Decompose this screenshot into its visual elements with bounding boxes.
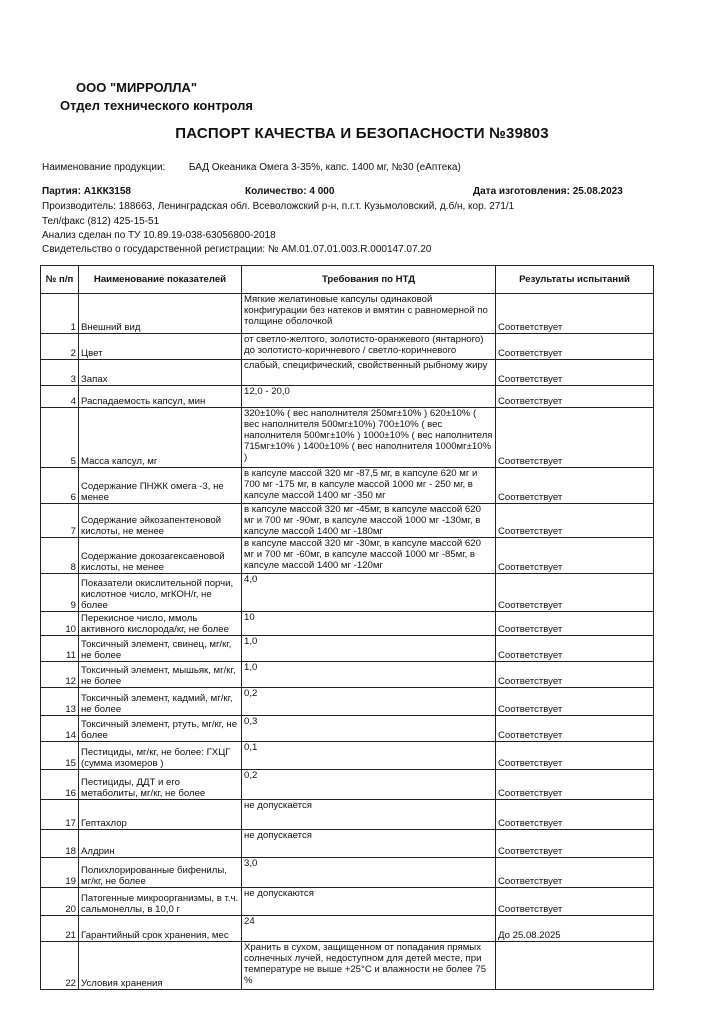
row-result: Соответствует [496,468,654,504]
row-requirement: от светло-желтого, золотисто-оранжевого (янтарного) до золотисто-коричневого / светло-коричневого [242,334,496,360]
row-indicator-name: Пестициды, ДДТ и его метаболиты, мг/кг, не более [79,770,242,800]
row-indicator-name: Содержание ПНЖК омега -3, не менее [79,468,242,504]
row-indicator-name: Содержание докозагексаеновой кислоты, не менее [79,538,242,574]
row-number: 20 [41,888,79,916]
certificate-line: Свидетельство о государственной регистрации: № АМ.01.07.01.003.R.000147.07.20 [42,244,432,255]
table-row [41,612,654,636]
row-result: Соответствует [496,830,654,858]
batch-value: А1КК3158 [83,186,131,197]
row-requirement: в капсуле массой 320 мг -30мг, в капсуле массой 620 мг и 700 мг -60мг, в капсуле массой 1000 мг -85мг, в капсуле массой 1400 мг -120мг [242,538,496,574]
row-number: 7 [41,504,79,538]
header-requirements: Требования по НТД [242,266,496,294]
row-result: Соответствует [496,888,654,916]
table-row [41,888,654,916]
row-requirement: 3,0 [242,858,496,888]
row-number: 11 [41,636,79,662]
table-row [41,408,654,468]
batch-line [42,186,131,197]
table-row [41,574,654,612]
table-row [41,294,654,334]
row-requirement: 10 [242,612,496,636]
row-number: 22 [41,942,79,990]
table-row [41,538,654,574]
row-requirement: 0,2 [242,688,496,716]
row-number: 17 [41,800,79,830]
manufacture-date-value: 25.08.2023 [572,186,623,197]
row-requirement: 24 [242,916,496,942]
row-result: Соответствует [496,612,654,636]
row-indicator-name: Показатели окислительной порчи, кислотное число, мгКОН/г, не более [79,574,242,612]
row-number: 14 [41,716,79,742]
table-header-row [41,266,654,294]
manufacture-date-label: Дата изготовления: [473,186,570,197]
row-indicator-name: Токсичный элемент, свинец, мг/кг, не более [79,636,242,662]
table-row [41,688,654,716]
product-value: БАД Океаника Омега 3-35%, капс. 1400 мг, №30 (еАптека) [188,162,461,173]
row-result: Соответствует [496,538,654,574]
row-requirement: 12,0 - 20,0 [242,386,496,408]
row-result: Соответствует [496,574,654,612]
row-indicator-name: Токсичный элемент, мышьяк, мг/кг, не более [79,662,242,688]
row-number: 18 [41,830,79,858]
row-number: 16 [41,770,79,800]
row-number: 1 [41,294,79,334]
row-result: Соответствует [496,716,654,742]
row-result: Соответствует [496,408,654,468]
row-result: Соответствует [496,662,654,688]
row-number: 21 [41,916,79,942]
row-result: Соответствует [496,504,654,538]
row-requirement: 0,3 [242,716,496,742]
row-result: Соответствует [496,360,654,386]
document-title: ПАСПОРТ КАЧЕСТВА И БЕЗОПАСНОСТИ №39803 [175,125,549,142]
row-indicator-name: Алдрин [79,830,242,858]
row-indicator-name: Условия хранения [79,942,242,990]
manufacturer-label: Производитель: [42,201,116,212]
table-row [41,386,654,408]
row-number: 15 [41,742,79,770]
row-indicator-name: Внешний вид [79,294,242,334]
row-indicator-name: Гептахлор [79,800,242,830]
row-indicator-name: Патогенные микроорганизмы, в т.ч. сальмонеллы, в 10,0 г [79,888,242,916]
organization-name: ООО "МИРРОЛЛА" [76,80,198,95]
row-requirement: не допускается [242,800,496,830]
row-indicator-name: Гарантийный срок хранения, мес [79,916,242,942]
quantity-line [245,186,334,197]
product-label: Наименование продукции: [42,162,166,173]
table-row [41,742,654,770]
row-result: Соответствует [496,688,654,716]
table-row [41,942,654,990]
row-result [496,942,654,990]
row-requirement: 0,2 [242,770,496,800]
table-row [41,334,654,360]
row-result: Соответствует [496,294,654,334]
table-row [41,504,654,538]
row-requirement: Мягкие желатиновые капсулы одинаковой конфигурации без натеков и вмятин с равномерной по толщине оболочкой [242,294,496,334]
row-number: 10 [41,612,79,636]
row-requirement: 1,0 [242,662,496,688]
row-requirement: в капсуле массой 320 мг -45мг, в капсуле массой 620 мг и 700 мг -90мг, в капсуле массой 1000 мг -130мг, в капсуле массой 1400 мг -180мг [242,504,496,538]
table-row [41,858,654,888]
manufacture-date-line [473,186,623,197]
row-result: Соответствует [496,636,654,662]
quantity-value: 4 000 [309,186,335,197]
table-row [41,830,654,858]
table-row [41,770,654,800]
row-requirement: 0,1 [242,742,496,770]
row-indicator-name: Перекисное число, ммоль активного кислорода/кг, не более [79,612,242,636]
row-requirement: не допускаются [242,888,496,916]
row-indicator-name: Токсичный элемент, ртуть, мг/кг, не более [79,716,242,742]
header-number: № п/п [41,266,79,294]
row-number: 12 [41,662,79,688]
row-indicator-name: Пестициды, мг/кг, не более: ГХЦГ (сумма изомеров ) [79,742,242,770]
manufacturer-value: 188663, Ленинградская обл. Всеволожский р-н, п.г.т. Кузьмоловский, д.б/н, кор. 271/1 [118,201,515,212]
row-requirement: Хранить в сухом, защищенном от попадания прямых солнечных лучей, недоступном для детей месте, при температуре не выше +25°С и влажности не более 75 % [242,942,496,990]
row-requirement: 320±10% ( вес наполнителя 250мг±10% ) 620±10% ( вес наполнителя 500мг±10%) 700±10% ( вес наполнителя 500мг±10% ) 1000±10% ( вес наполнителя 715мг±10% ) 1400±10% ( вес наполнителя 1000мг±10% ) [242,408,496,468]
row-result: Соответствует [496,742,654,770]
row-result: Соответствует [496,386,654,408]
row-indicator-name: Токсичный элемент, кадмий, мг/кг, не более [79,688,242,716]
row-number: 5 [41,408,79,468]
row-indicator-name: Цвет [79,334,242,360]
row-indicator-name: Запах [79,360,242,386]
row-requirement: слабый, специфический, свойственный рыбному жиру [242,360,496,386]
quantity-label: Количество: [245,186,307,197]
row-number: 6 [41,468,79,504]
table-row [41,468,654,504]
row-number: 19 [41,858,79,888]
header-name: Наименование показателей [79,266,242,294]
row-number: 8 [41,538,79,574]
table-row [41,636,654,662]
table-row [41,360,654,386]
row-requirement: 1,0 [242,636,496,662]
row-indicator-name: Масса капсул, мг [79,408,242,468]
row-result: Соответствует [496,334,654,360]
table-row [41,716,654,742]
row-number: 3 [41,360,79,386]
department-name: Отдел технического контроля [60,98,253,113]
row-result: До 25.08.2025 [496,916,654,942]
manufacturer-line [42,201,514,212]
batch-label: Партия: [42,186,81,197]
analysis-line: Анализ сделан по ТУ 10.89.19-038-63056800-2018 [42,230,276,241]
row-requirement: в капсуле массой 320 мг -87,5 мг, в капсуле 620 мг и 700 мг -175 мг, в капсуле массой 1000 мг - 250 мг, в капсуле массой 1400 мг -350 мг [242,468,496,504]
row-number: 4 [41,386,79,408]
row-number: 13 [41,688,79,716]
quality-table [40,265,654,990]
row-result: Соответствует [496,770,654,800]
table-row [41,800,654,830]
header-results: Результаты испытаний [496,266,654,294]
table-row [41,662,654,688]
row-indicator-name: Полихлорированные бифенилы, мг/кг, не более [79,858,242,888]
row-number: 2 [41,334,79,360]
table-row [41,916,654,942]
product-line [42,162,461,173]
row-requirement: не допускается [242,830,496,858]
row-requirement: 4,0 [242,574,496,612]
row-result: Соответствует [496,858,654,888]
row-number: 9 [41,574,79,612]
row-indicator-name: Распадаемость капсул, мин [79,386,242,408]
phone-line: Тел/факс (812) 425-15-51 [42,216,160,227]
row-result: Соответствует [496,800,654,830]
row-indicator-name: Содержание эйкозапентеновой кислоты, не менее [79,504,242,538]
